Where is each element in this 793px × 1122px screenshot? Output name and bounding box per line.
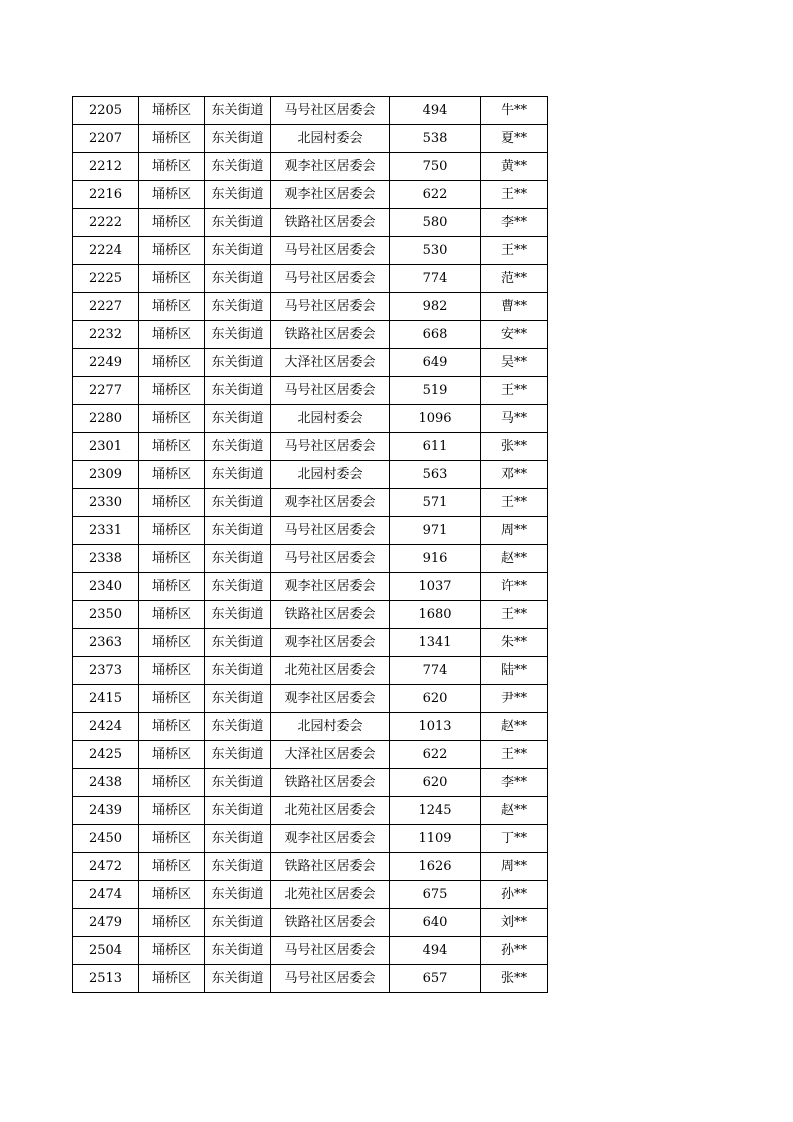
name-cell: 王** [481, 489, 548, 517]
community-cell: 北苑社区居委会 [271, 797, 390, 825]
community-cell: 北园村委会 [271, 713, 390, 741]
name-cell: 马** [481, 405, 548, 433]
street-cell: 东关街道 [205, 825, 271, 853]
name-cell: 李** [481, 209, 548, 237]
street-cell: 东关街道 [205, 181, 271, 209]
record-id-cell: 2504 [73, 937, 139, 965]
name-cell: 刘** [481, 909, 548, 937]
street-cell: 东关街道 [205, 713, 271, 741]
record-id-cell: 2207 [73, 125, 139, 153]
table-row [73, 965, 548, 993]
table-row [73, 153, 548, 181]
street-cell: 东关街道 [205, 489, 271, 517]
street-cell: 东关街道 [205, 573, 271, 601]
district-cell: 埇桥区 [139, 377, 205, 405]
table-row [73, 825, 548, 853]
district-cell: 埇桥区 [139, 657, 205, 685]
record-id-cell: 2424 [73, 713, 139, 741]
community-cell: 铁路社区居委会 [271, 209, 390, 237]
name-cell: 周** [481, 853, 548, 881]
table-row [73, 209, 548, 237]
register-table-body [73, 97, 548, 993]
table-row [73, 769, 548, 797]
amount-cell: 519 [390, 377, 481, 405]
street-cell: 东关街道 [205, 461, 271, 489]
street-cell: 东关街道 [205, 293, 271, 321]
amount-cell: 1096 [390, 405, 481, 433]
district-cell: 埇桥区 [139, 153, 205, 181]
table-row [73, 545, 548, 573]
name-cell: 尹** [481, 685, 548, 713]
table-row [73, 937, 548, 965]
table-row [73, 713, 548, 741]
name-cell: 范** [481, 265, 548, 293]
record-id-cell: 2450 [73, 825, 139, 853]
district-cell: 埇桥区 [139, 181, 205, 209]
amount-cell: 620 [390, 769, 481, 797]
name-cell: 王** [481, 377, 548, 405]
name-cell: 夏** [481, 125, 548, 153]
name-cell: 张** [481, 965, 548, 993]
street-cell: 东关街道 [205, 349, 271, 377]
name-cell: 吴** [481, 349, 548, 377]
table-row [73, 461, 548, 489]
street-cell: 东关街道 [205, 881, 271, 909]
record-id-cell: 2224 [73, 237, 139, 265]
community-cell: 北园村委会 [271, 125, 390, 153]
community-cell: 北苑社区居委会 [271, 881, 390, 909]
table-row [73, 377, 548, 405]
table-row [73, 349, 548, 377]
amount-cell: 750 [390, 153, 481, 181]
community-cell: 马号社区居委会 [271, 545, 390, 573]
record-id-cell: 2222 [73, 209, 139, 237]
street-cell: 东关街道 [205, 797, 271, 825]
name-cell: 许** [481, 573, 548, 601]
district-cell: 埇桥区 [139, 97, 205, 125]
record-id-cell: 2330 [73, 489, 139, 517]
record-id-cell: 2415 [73, 685, 139, 713]
table-row [73, 321, 548, 349]
name-cell: 朱** [481, 629, 548, 657]
district-cell: 埇桥区 [139, 293, 205, 321]
name-cell: 曹** [481, 293, 548, 321]
street-cell: 东关街道 [205, 209, 271, 237]
name-cell: 赵** [481, 713, 548, 741]
street-cell: 东关街道 [205, 909, 271, 937]
record-id-cell: 2438 [73, 769, 139, 797]
name-cell: 丁** [481, 825, 548, 853]
table-row [73, 433, 548, 461]
street-cell: 东关街道 [205, 97, 271, 125]
community-cell: 马号社区居委会 [271, 517, 390, 545]
name-cell: 陆** [481, 657, 548, 685]
amount-cell: 675 [390, 881, 481, 909]
community-cell: 铁路社区居委会 [271, 769, 390, 797]
street-cell: 东关街道 [205, 433, 271, 461]
record-id-cell: 2513 [73, 965, 139, 993]
community-cell: 北苑社区居委会 [271, 657, 390, 685]
community-cell: 马号社区居委会 [271, 97, 390, 125]
street-cell: 东关街道 [205, 153, 271, 181]
table-row [73, 797, 548, 825]
amount-cell: 1013 [390, 713, 481, 741]
street-cell: 东关街道 [205, 629, 271, 657]
record-id-cell: 2373 [73, 657, 139, 685]
record-id-cell: 2277 [73, 377, 139, 405]
district-cell: 埇桥区 [139, 741, 205, 769]
amount-cell: 611 [390, 433, 481, 461]
district-cell: 埇桥区 [139, 489, 205, 517]
street-cell: 东关街道 [205, 853, 271, 881]
district-cell: 埇桥区 [139, 685, 205, 713]
amount-cell: 1341 [390, 629, 481, 657]
name-cell: 王** [481, 741, 548, 769]
name-cell: 邓** [481, 461, 548, 489]
community-cell: 北园村委会 [271, 461, 390, 489]
street-cell: 东关街道 [205, 769, 271, 797]
community-cell: 马号社区居委会 [271, 965, 390, 993]
community-cell: 观李社区居委会 [271, 181, 390, 209]
community-cell: 铁路社区居委会 [271, 601, 390, 629]
record-id-cell: 2474 [73, 881, 139, 909]
district-cell: 埇桥区 [139, 909, 205, 937]
district-cell: 埇桥区 [139, 461, 205, 489]
amount-cell: 530 [390, 237, 481, 265]
street-cell: 东关街道 [205, 937, 271, 965]
street-cell: 东关街道 [205, 125, 271, 153]
amount-cell: 622 [390, 741, 481, 769]
amount-cell: 649 [390, 349, 481, 377]
table-row [73, 909, 548, 937]
street-cell: 东关街道 [205, 517, 271, 545]
amount-cell: 580 [390, 209, 481, 237]
table-row [73, 629, 548, 657]
record-id-cell: 2331 [73, 517, 139, 545]
community-cell: 观李社区居委会 [271, 489, 390, 517]
name-cell: 赵** [481, 797, 548, 825]
district-cell: 埇桥区 [139, 825, 205, 853]
name-cell: 牛** [481, 97, 548, 125]
street-cell: 东关街道 [205, 965, 271, 993]
record-id-cell: 2479 [73, 909, 139, 937]
district-cell: 埇桥区 [139, 517, 205, 545]
table-row [73, 265, 548, 293]
street-cell: 东关街道 [205, 377, 271, 405]
street-cell: 东关街道 [205, 237, 271, 265]
district-cell: 埇桥区 [139, 629, 205, 657]
community-cell: 大泽社区居委会 [271, 349, 390, 377]
amount-cell: 538 [390, 125, 481, 153]
name-cell: 周** [481, 517, 548, 545]
record-id-cell: 2227 [73, 293, 139, 321]
district-cell: 埇桥区 [139, 321, 205, 349]
record-id-cell: 2301 [73, 433, 139, 461]
table-row [73, 405, 548, 433]
record-id-cell: 2212 [73, 153, 139, 181]
amount-cell: 1109 [390, 825, 481, 853]
district-cell: 埇桥区 [139, 237, 205, 265]
record-id-cell: 2309 [73, 461, 139, 489]
amount-cell: 1626 [390, 853, 481, 881]
district-cell: 埇桥区 [139, 797, 205, 825]
street-cell: 东关街道 [205, 685, 271, 713]
table-row [73, 125, 548, 153]
district-cell: 埇桥区 [139, 125, 205, 153]
table-row [73, 685, 548, 713]
table-row [73, 97, 548, 125]
name-cell: 王** [481, 601, 548, 629]
district-cell: 埇桥区 [139, 713, 205, 741]
amount-cell: 563 [390, 461, 481, 489]
table-row [73, 741, 548, 769]
table-row [73, 517, 548, 545]
amount-cell: 640 [390, 909, 481, 937]
community-cell: 马号社区居委会 [271, 265, 390, 293]
name-cell: 黄** [481, 153, 548, 181]
district-cell: 埇桥区 [139, 405, 205, 433]
community-cell: 铁路社区居委会 [271, 853, 390, 881]
street-cell: 东关街道 [205, 265, 271, 293]
record-id-cell: 2216 [73, 181, 139, 209]
district-cell: 埇桥区 [139, 881, 205, 909]
amount-cell: 494 [390, 97, 481, 125]
record-id-cell: 2472 [73, 853, 139, 881]
district-cell: 埇桥区 [139, 573, 205, 601]
community-cell: 马号社区居委会 [271, 937, 390, 965]
community-cell: 大泽社区居委会 [271, 741, 390, 769]
amount-cell: 916 [390, 545, 481, 573]
table-row [73, 601, 548, 629]
table-row [73, 573, 548, 601]
community-cell: 北园村委会 [271, 405, 390, 433]
record-id-cell: 2338 [73, 545, 139, 573]
community-cell: 马号社区居委会 [271, 433, 390, 461]
record-id-cell: 2439 [73, 797, 139, 825]
community-cell: 观李社区居委会 [271, 573, 390, 601]
amount-cell: 774 [390, 657, 481, 685]
district-cell: 埇桥区 [139, 545, 205, 573]
table-row [73, 293, 548, 321]
amount-cell: 657 [390, 965, 481, 993]
table-row [73, 237, 548, 265]
street-cell: 东关街道 [205, 741, 271, 769]
record-id-cell: 2205 [73, 97, 139, 125]
community-cell: 观李社区居委会 [271, 629, 390, 657]
amount-cell: 1037 [390, 573, 481, 601]
community-cell: 马号社区居委会 [271, 377, 390, 405]
community-cell: 马号社区居委会 [271, 237, 390, 265]
record-id-cell: 2280 [73, 405, 139, 433]
record-id-cell: 2249 [73, 349, 139, 377]
table-row [73, 181, 548, 209]
record-id-cell: 2340 [73, 573, 139, 601]
name-cell: 王** [481, 181, 548, 209]
table-row [73, 853, 548, 881]
district-cell: 埇桥区 [139, 265, 205, 293]
amount-cell: 1680 [390, 601, 481, 629]
amount-cell: 982 [390, 293, 481, 321]
amount-cell: 971 [390, 517, 481, 545]
district-cell: 埇桥区 [139, 209, 205, 237]
record-id-cell: 2225 [73, 265, 139, 293]
table-row [73, 489, 548, 517]
name-cell: 孙** [481, 881, 548, 909]
community-cell: 观李社区居委会 [271, 685, 390, 713]
table-row [73, 657, 548, 685]
record-id-cell: 2350 [73, 601, 139, 629]
name-cell: 王** [481, 237, 548, 265]
amount-cell: 774 [390, 265, 481, 293]
community-cell: 铁路社区居委会 [271, 321, 390, 349]
community-cell: 观李社区居委会 [271, 153, 390, 181]
amount-cell: 622 [390, 181, 481, 209]
register-table [72, 96, 548, 993]
district-cell: 埇桥区 [139, 853, 205, 881]
street-cell: 东关街道 [205, 405, 271, 433]
district-cell: 埇桥区 [139, 965, 205, 993]
community-cell: 马号社区居委会 [271, 293, 390, 321]
name-cell: 赵** [481, 545, 548, 573]
street-cell: 东关街道 [205, 321, 271, 349]
district-cell: 埇桥区 [139, 349, 205, 377]
district-cell: 埇桥区 [139, 433, 205, 461]
district-cell: 埇桥区 [139, 769, 205, 797]
record-id-cell: 2232 [73, 321, 139, 349]
district-cell: 埇桥区 [139, 601, 205, 629]
table-row [73, 881, 548, 909]
amount-cell: 620 [390, 685, 481, 713]
amount-cell: 494 [390, 937, 481, 965]
amount-cell: 668 [390, 321, 481, 349]
amount-cell: 571 [390, 489, 481, 517]
name-cell: 张** [481, 433, 548, 461]
street-cell: 东关街道 [205, 657, 271, 685]
record-id-cell: 2363 [73, 629, 139, 657]
district-cell: 埇桥区 [139, 937, 205, 965]
street-cell: 东关街道 [205, 545, 271, 573]
name-cell: 安** [481, 321, 548, 349]
amount-cell: 1245 [390, 797, 481, 825]
community-cell: 铁路社区居委会 [271, 909, 390, 937]
community-cell: 观李社区居委会 [271, 825, 390, 853]
name-cell: 孙** [481, 937, 548, 965]
record-id-cell: 2425 [73, 741, 139, 769]
street-cell: 东关街道 [205, 601, 271, 629]
name-cell: 李** [481, 769, 548, 797]
